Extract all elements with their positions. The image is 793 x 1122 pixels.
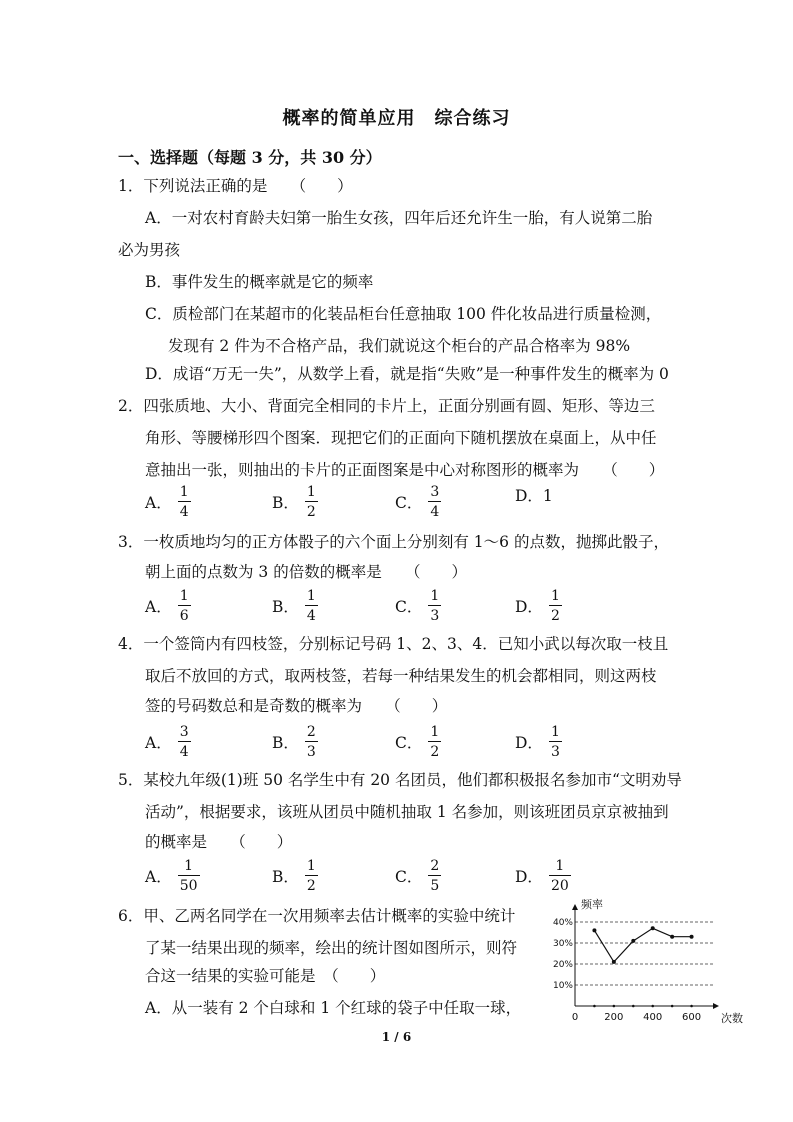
- fraction-numerator: 1: [306, 588, 316, 604]
- fraction-denominator: 2: [306, 504, 316, 520]
- x-tick-mark: [632, 1005, 635, 1008]
- y-tick-label: 40%: [552, 918, 573, 928]
- option-label: A．: [145, 494, 172, 512]
- y-axis-arrow: [572, 904, 578, 910]
- q2-option-4: [515, 484, 553, 506]
- q1-option-c-cont: 发现有 2 件为不合格产品，我们就说这个柜台的产品合格率为 98%: [168, 337, 631, 355]
- y-tick-label: 10%: [552, 981, 573, 991]
- x-tick-mark: [671, 1005, 674, 1008]
- q2-line-3: 意抽出一张，则抽出的卡片的正面图案是中心对称图形的概率为 （ ）: [145, 461, 665, 479]
- q2-option-2: [272, 484, 318, 520]
- option-label: D．1: [515, 487, 553, 505]
- series-line: [594, 928, 691, 962]
- option-label: B．: [272, 494, 299, 512]
- option-label: D．: [515, 734, 543, 752]
- fraction-numerator: 1: [178, 858, 200, 876]
- q3-option-3: [395, 588, 441, 624]
- data-point: [651, 926, 655, 930]
- q5-option-2: [272, 858, 318, 894]
- q6-line-1: 6．甲、乙两名同学在一次用频率去估计概率的实验中统计: [118, 907, 516, 925]
- fraction-numerator: 3: [179, 724, 189, 740]
- q4-line-3: 签的号码数总和是奇数的概率为 （ ）: [145, 697, 448, 715]
- fraction-denominator: 6: [179, 608, 189, 624]
- x-axis-label: 次数: [721, 1012, 743, 1025]
- y-tick-label: 30%: [552, 939, 573, 949]
- fraction: [428, 588, 441, 624]
- data-point: [592, 928, 596, 932]
- q1-stem: 1．下列说法正确的是 （ ）: [118, 177, 353, 195]
- q5-option-4: [515, 858, 571, 894]
- q4-option-4: [515, 724, 562, 760]
- q3-option-4: [515, 588, 562, 624]
- option-label: C．: [395, 734, 423, 752]
- fraction-numerator: 2: [306, 724, 316, 740]
- fraction-denominator: 4: [306, 608, 316, 624]
- q1-option-a-cont: 必为男孩: [118, 241, 181, 259]
- fraction-numerator: 1: [179, 588, 189, 604]
- fraction: [178, 724, 191, 760]
- fraction-denominator: 4: [430, 504, 440, 520]
- fraction: [305, 484, 318, 520]
- fraction-numerator: 1: [179, 484, 189, 500]
- option-label: B．: [272, 734, 299, 752]
- q2-option-3: [395, 484, 441, 520]
- y-axis-label: 频率: [581, 898, 603, 911]
- q6-line-3: 合这一结果的实验可能是 （ ）: [145, 967, 386, 985]
- option-label: A．: [145, 868, 172, 886]
- fraction-denominator: 4: [179, 744, 189, 760]
- x-tick-mark: [613, 1005, 616, 1008]
- fraction-denominator: 3: [306, 744, 316, 760]
- page-number: 1 / 6: [381, 1030, 412, 1044]
- fraction: [549, 858, 571, 894]
- fraction: [428, 484, 441, 520]
- fraction-denominator: 4: [179, 504, 189, 520]
- q3-option-1: [145, 588, 191, 624]
- fraction-denominator: 3: [550, 744, 560, 760]
- q6-line-2: 了某一结果出现的频率，绘出的统计图如图所示，则符: [145, 939, 518, 957]
- fraction-denominator: 20: [550, 878, 569, 894]
- fraction-denominator: 2: [550, 608, 560, 624]
- x-axis-arrow: [713, 1003, 719, 1009]
- x-tick-label: 0: [571, 1012, 579, 1023]
- q3-line-1: 3．一枚质地均匀的正方体骰子的六个面上分别刻有 1～6 的点数，抛掷此骰子，: [118, 533, 669, 551]
- fraction: [305, 724, 318, 760]
- q3-option-2: [272, 588, 318, 624]
- fraction: [178, 588, 191, 624]
- fraction: [428, 724, 441, 760]
- q5-option-3: [395, 858, 441, 894]
- fraction-numerator: 1: [306, 858, 316, 874]
- q5-option-1: [145, 858, 200, 894]
- page-title: 概率的简单应用 综合练习: [282, 108, 511, 129]
- x-tick-label: 600: [682, 1012, 702, 1023]
- fraction-numerator: 1: [549, 858, 571, 876]
- q5-line-3: 的概率是 （ ）: [145, 833, 293, 851]
- x-tick-mark: [651, 1005, 654, 1008]
- fraction-numerator: 3: [430, 484, 440, 500]
- q1-option-d: D．成语“万无一失”，从数学上看，就是指“失败”是一种事件发生的概率为 0: [145, 365, 669, 383]
- option-label: C．: [395, 494, 423, 512]
- fraction: [178, 484, 191, 520]
- fraction: [549, 588, 562, 624]
- fraction: [428, 858, 441, 894]
- q4-option-3: [395, 724, 441, 760]
- option-label: A．: [145, 734, 172, 752]
- fraction-numerator: 1: [430, 724, 440, 740]
- option-label: C．: [395, 868, 423, 886]
- fraction-denominator: 3: [430, 608, 440, 624]
- x-tick-label: 200: [604, 1012, 624, 1023]
- fraction-denominator: 50: [179, 878, 198, 894]
- fraction: [305, 858, 318, 894]
- q2-option-1: [145, 484, 191, 520]
- fraction: [178, 858, 200, 894]
- frequency-line-chart: [545, 894, 745, 1030]
- fraction-numerator: 2: [430, 858, 440, 874]
- data-point: [612, 960, 616, 964]
- q4-option-1: [145, 724, 191, 760]
- q5-line-1: 5．某校九年级(1)班 50 名学生中有 20 名团员，他们都积极报名参加市“文明劝导: [118, 771, 682, 789]
- q2-line-1: 2．四张质地、大小、背面完全相同的卡片上，正面分别画有圆、矩形、等边三: [118, 397, 655, 415]
- q4-line-1: 4．一个签筒内有四枝签，分别标记号码 1、2、3、4．已知小武以每次取一枝且: [118, 635, 669, 653]
- x-tick-mark: [593, 1005, 596, 1008]
- q3-line-2: 朝上面的点数为 3 的倍数的概率是 （ ）: [145, 563, 467, 581]
- fraction-denominator: 2: [430, 744, 440, 760]
- data-point: [670, 935, 674, 939]
- fraction-numerator: 1: [550, 588, 560, 604]
- q1-option-c: C．质检部门在某超市的化装品柜台任意抽取 100 件化妆品进行质量检测，: [145, 305, 662, 323]
- option-label: B．: [272, 868, 299, 886]
- q6-option-a: A．从一装有 2 个白球和 1 个红球的袋子中任取一球，: [145, 999, 522, 1017]
- data-point: [631, 939, 635, 943]
- fraction-numerator: 1: [550, 724, 560, 740]
- option-label: D．: [515, 598, 543, 616]
- fraction-denominator: 2: [306, 878, 316, 894]
- q1-option-a: A．一对农村育龄夫妇第一胎生女孩，四年后还允许生一胎，有人说第二胎: [145, 209, 653, 227]
- data-point: [690, 935, 694, 939]
- y-tick-label: 20%: [552, 960, 573, 970]
- section-heading: 一、选择题（每题 3 分，共 30 分）: [118, 148, 382, 167]
- option-label: D．: [515, 868, 543, 886]
- option-label: A．: [145, 598, 172, 616]
- option-label: C．: [395, 598, 423, 616]
- fraction: [305, 588, 318, 624]
- x-tick-mark: [690, 1005, 693, 1008]
- q1-option-b: B．事件发生的概率就是它的频率: [145, 273, 374, 291]
- q2-line-2: 角形、等腰梯形四个图案．现把它们的正面向下随机摆放在桌面上，从中任: [145, 429, 657, 447]
- q4-line-2: 取后不放回的方式，取两枝签，若每一种结果发生的机会都相同，则这两枝: [145, 667, 657, 685]
- x-tick-label: 400: [643, 1012, 663, 1023]
- fraction-numerator: 1: [306, 484, 316, 500]
- fraction: [549, 724, 562, 760]
- q4-option-2: [272, 724, 318, 760]
- option-label: B．: [272, 598, 299, 616]
- fraction-denominator: 5: [430, 878, 440, 894]
- q5-line-2: 活动”，根据要求，该班从团员中随机抽取 1 名参加，则该班团员京京被抽到: [145, 803, 669, 821]
- fraction-numerator: 1: [430, 588, 440, 604]
